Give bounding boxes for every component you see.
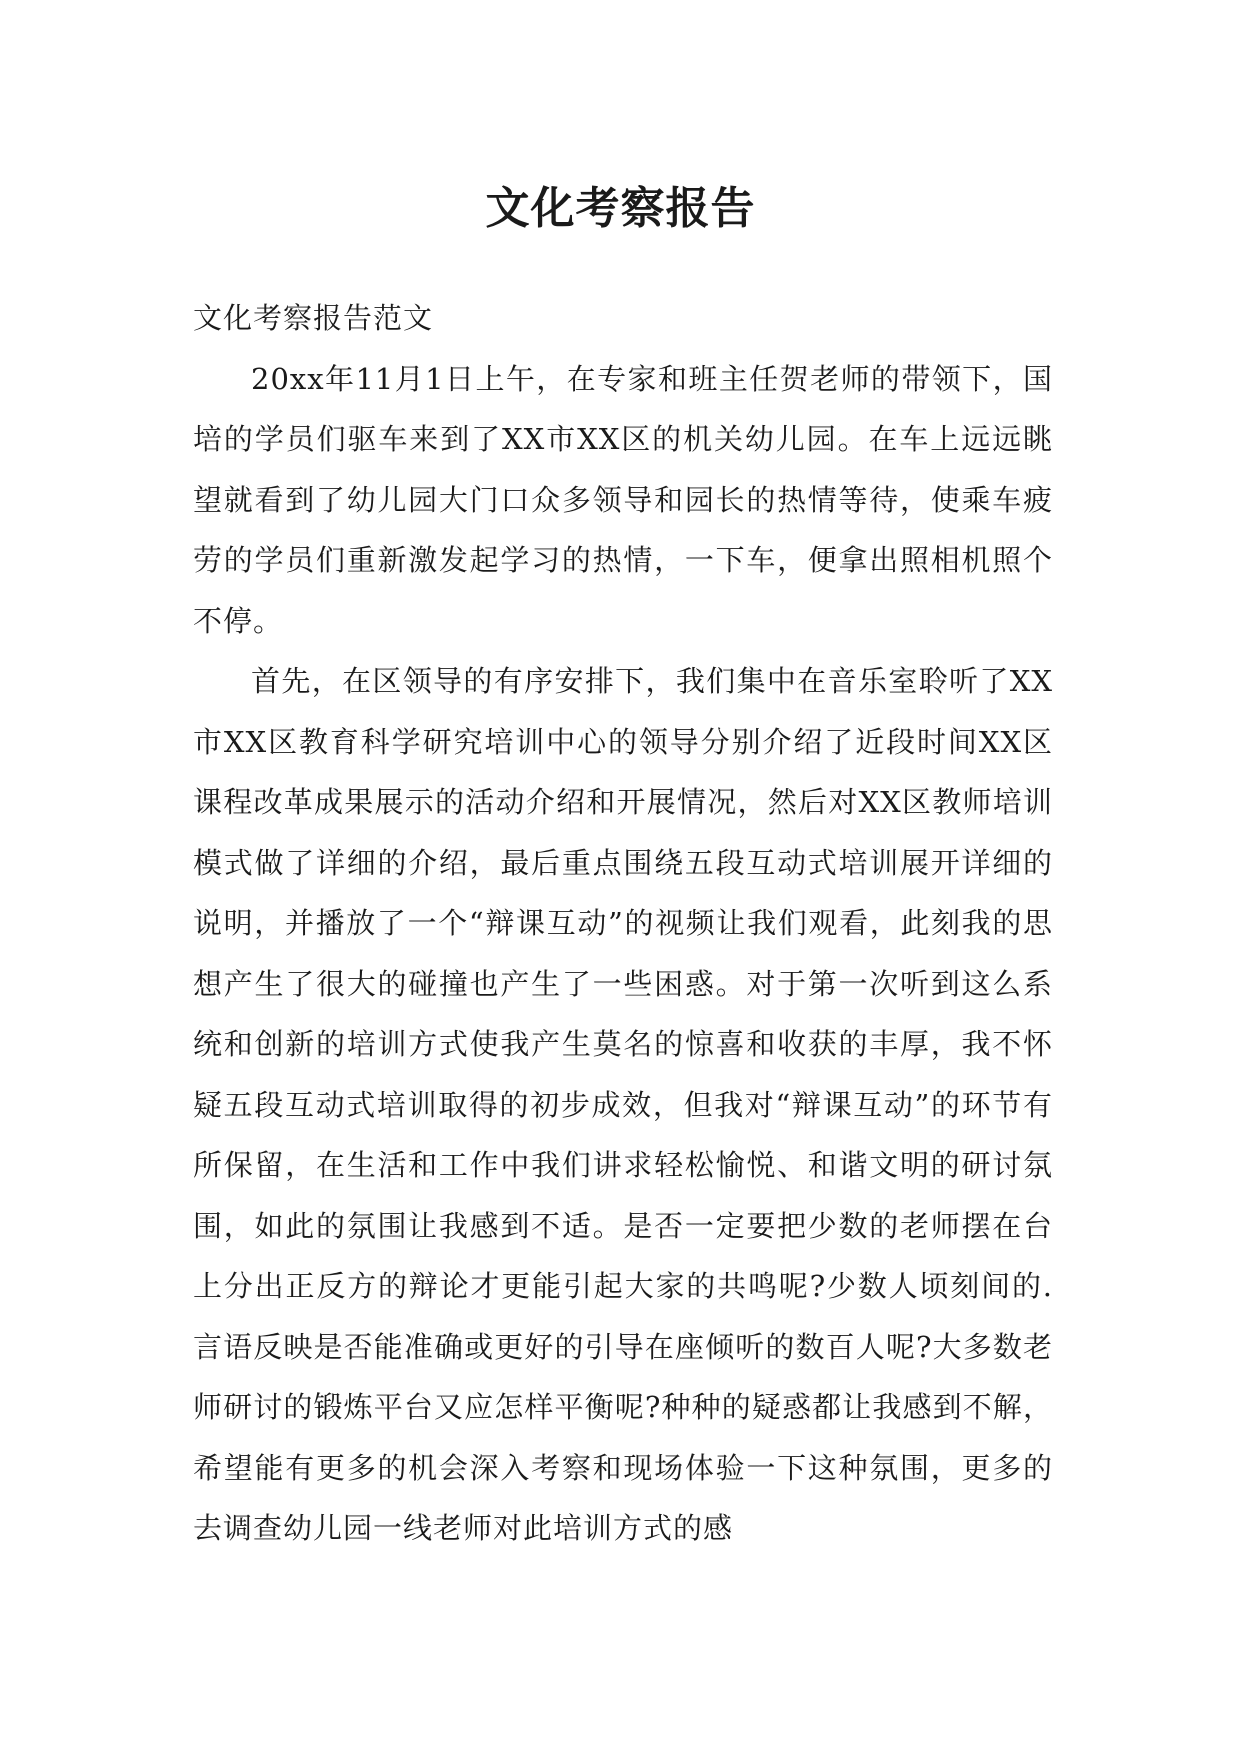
paragraph-1: 20xx年11月1日上午，在专家和班主任贺老师的带领下，国培的学员们驱车来到了XX市XX区的机关幼儿园。在车上远远眺望就看到了幼儿园大门口众多领导和园长的热情等待，使乘车疲劳的学员们重新激发起学习的热情，一下车，便拿出照相机照个不停。	[193, 361, 1053, 638]
document-title: 文化考察报告	[485, 183, 756, 235]
paragraph-2: 首先，在区领导的有序安排下，我们集中在音乐室聆听了XX市XX区教育科学研究培训中心的领导分别介绍了近段时间XX区课程改革成果展示的活动介绍和开展情况，然后对XX区教师培训模式做了详细的介绍，最后重点围绕五段互动式培训展开详细的说明，并播放了一个“辩课互动”的视频让我们观看，此刻我的思想产生了很大的碰撞也产生了一些困惑。对于第一次听到这么系统和创新的培训方式使我产生莫名的惊喜和收获的丰厚，我不怀疑五段互动式培训取得的初步成效，但我对“辩课互动”的环节有所保留，在生活和工作中我们讲求轻松愉悦、和谐文明的研讨氛围，如此的氛围让我感到不适。是否一定要把少数的老师摆在台上分出正反方的辩论才更能引起大家的共鸣呢?少数人顷刻间的.言语反映是否能准确或更好的引导在座倾听的数百人呢?大多数老师研讨的锻炼平台又应怎样平衡呢?种种的疑惑都让我感到不解，希望能有更多的机会深入考察和现场体验一下这种氛围，更多的去调查幼儿园一线老师对此培训方式的感	[193, 664, 1053, 1545]
document-subtitle: 文化考察报告范文	[193, 301, 434, 335]
document-body	[193, 288, 1053, 1559]
